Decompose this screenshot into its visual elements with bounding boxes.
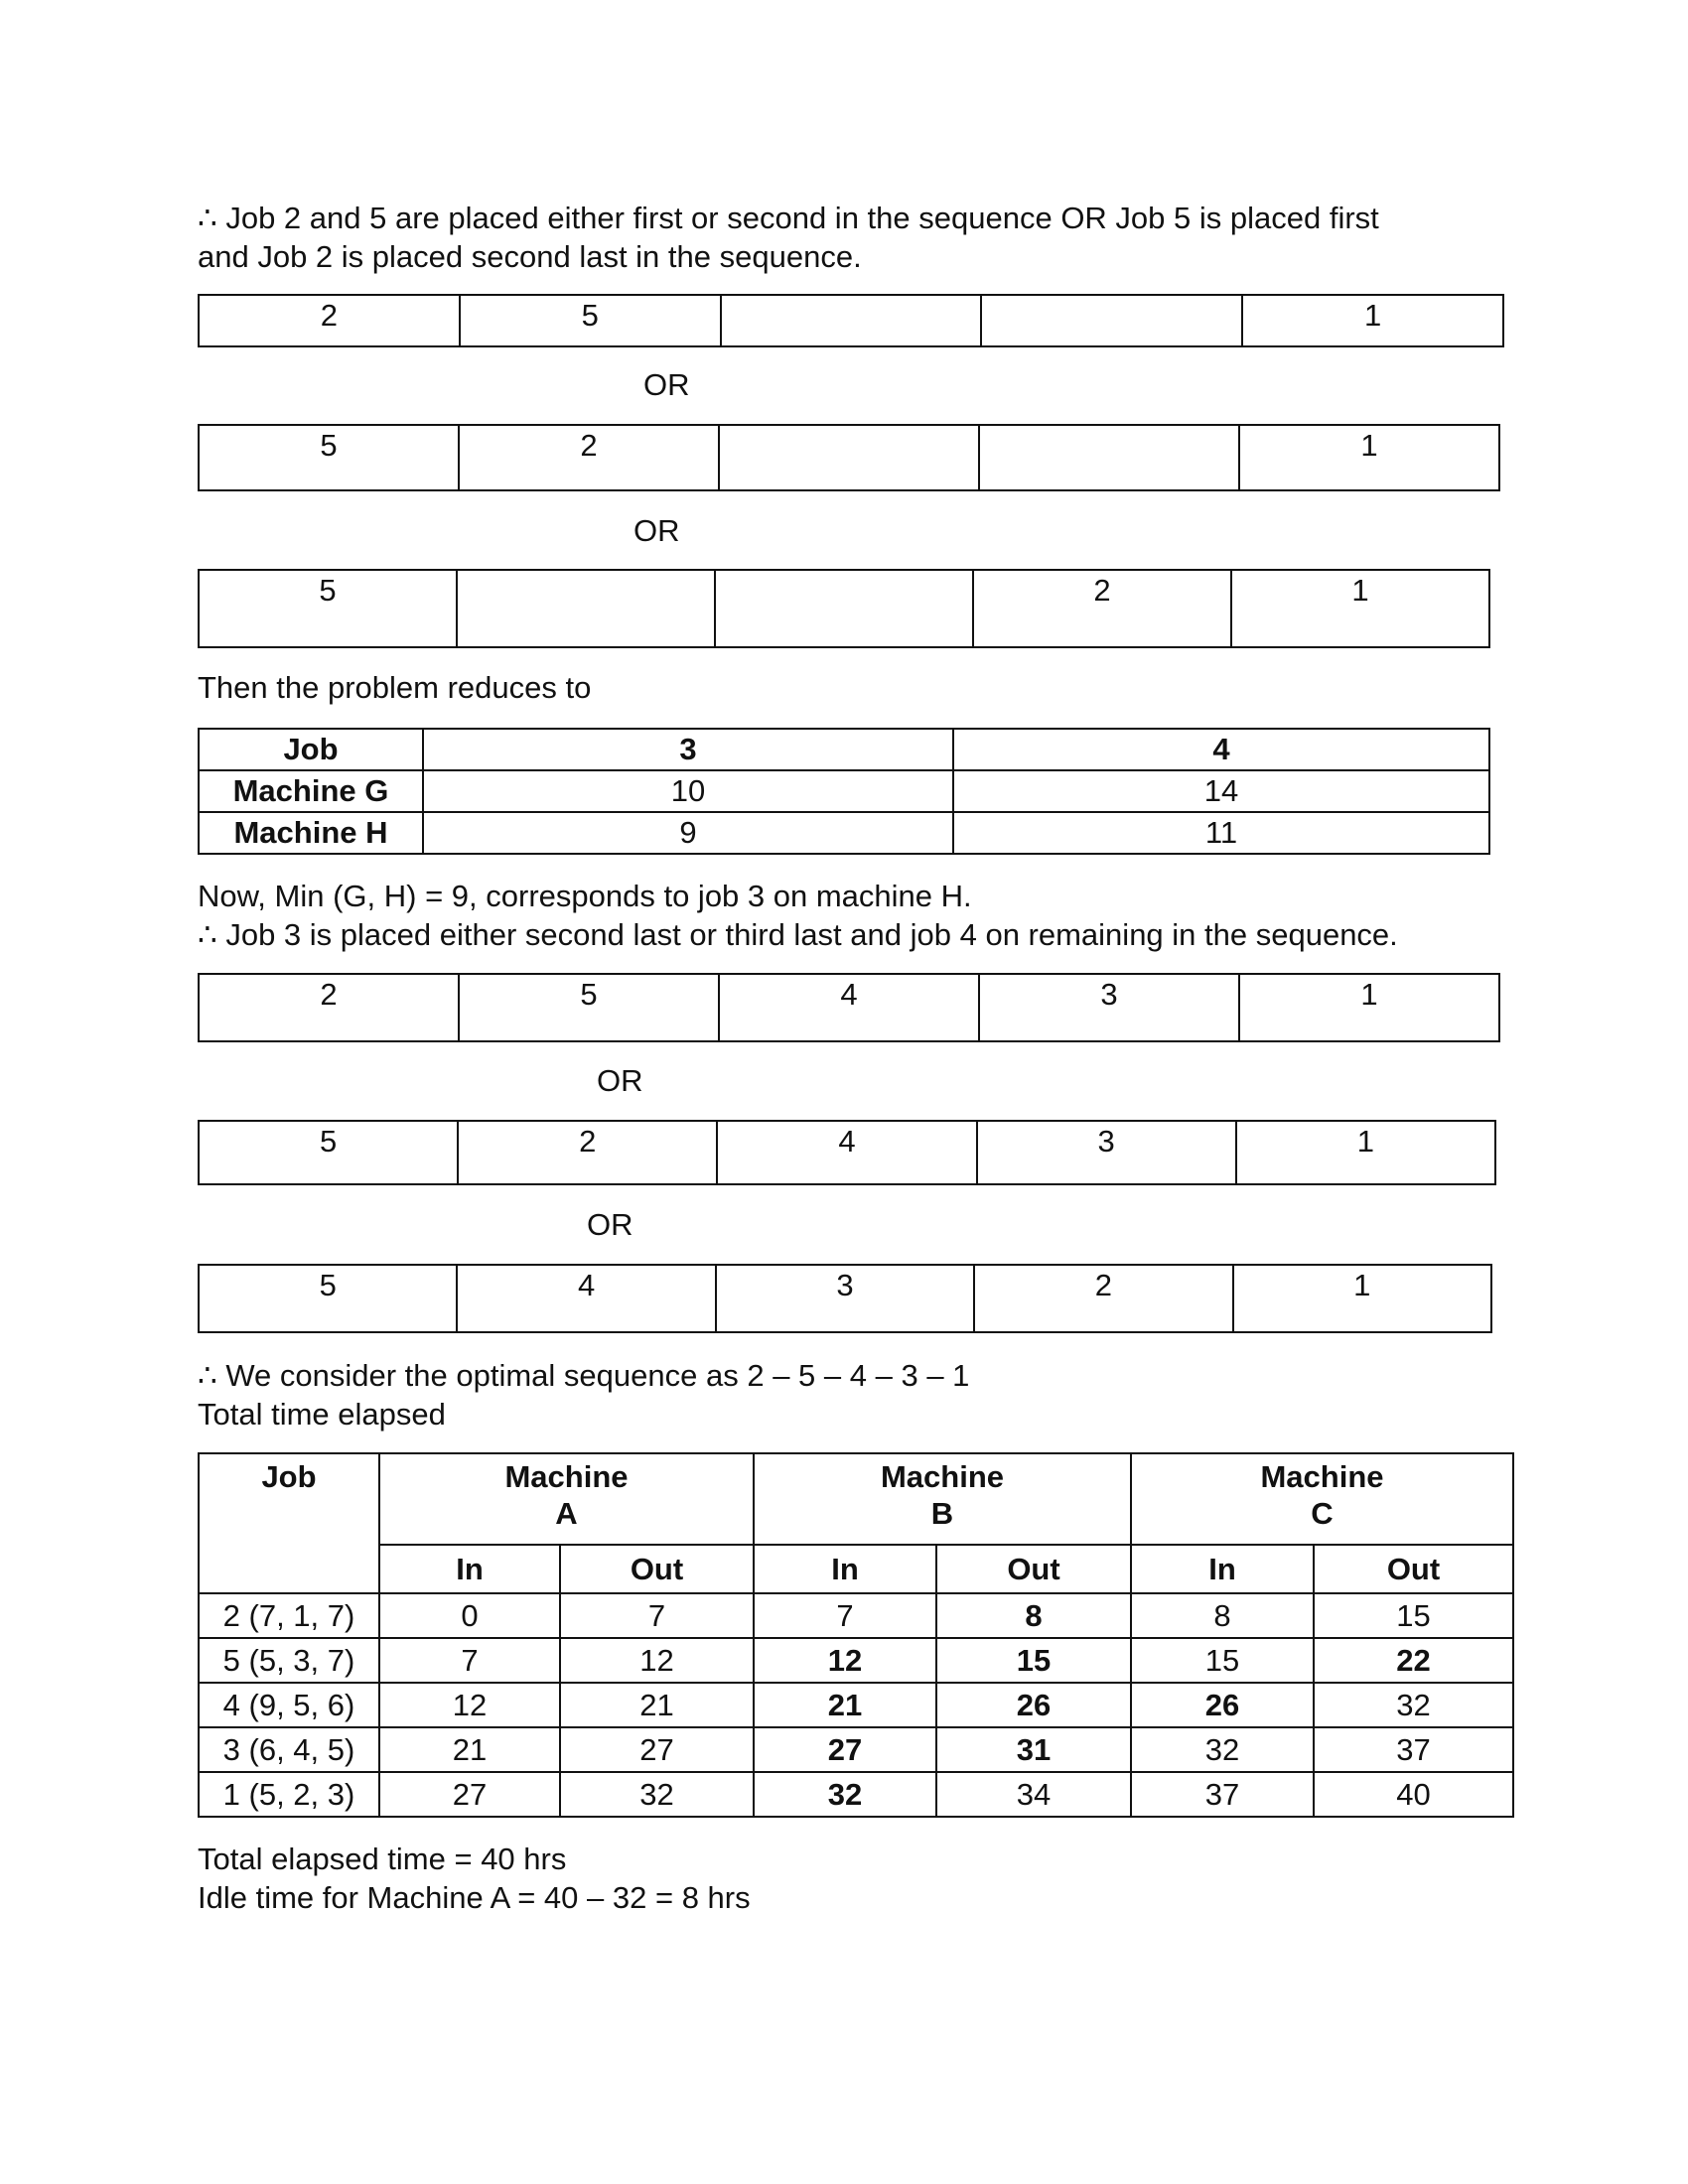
sequence-cell: 1 <box>1239 974 1499 1041</box>
time-cell: 8 <box>936 1593 1131 1638</box>
time-cell: 40 <box>1314 1772 1513 1817</box>
sequence-box-4 <box>198 973 1500 1042</box>
table-row <box>199 770 1489 812</box>
in-header: In <box>754 1545 936 1593</box>
time-cell: 7 <box>560 1593 754 1638</box>
time-cell: 15 <box>1131 1638 1314 1683</box>
table-row <box>199 1593 1513 1638</box>
sequence-box-6 <box>198 1264 1492 1333</box>
sequence-cell <box>981 295 1242 346</box>
time-cell: 34 <box>936 1772 1131 1817</box>
table-header-cell: 3 <box>423 729 953 770</box>
out-header: Out <box>936 1545 1131 1593</box>
time-cell: 32 <box>754 1772 936 1817</box>
machine-a-header: Machine A <box>379 1453 754 1545</box>
sequence-cell: 4 <box>717 1121 976 1184</box>
sequence-box-2 <box>198 424 1500 491</box>
intro-line-1: ∴ Job 2 and 5 are placed either first or second in the sequence OR Job 5 is placed first <box>198 201 1379 235</box>
reduce-text: Then the problem reduces to <box>198 670 592 705</box>
time-cell: 32 <box>560 1772 754 1817</box>
sequence-box-3 <box>198 569 1490 648</box>
sequence-cell: 2 <box>199 974 459 1041</box>
sequence-cell: 2 <box>458 1121 717 1184</box>
sequence-cell <box>721 295 982 346</box>
sequence-cell: 2 <box>973 570 1231 647</box>
sequence-cell: 1 <box>1242 295 1503 346</box>
table-cell: 11 <box>953 812 1489 854</box>
machine-b-header: Machine B <box>754 1453 1131 1545</box>
job-cell: 3 (6, 4, 5) <box>199 1727 379 1772</box>
min-paragraph <box>198 877 1398 954</box>
time-cell: 26 <box>936 1683 1131 1727</box>
time-cell: 15 <box>1314 1593 1513 1638</box>
sequence-cell: 5 <box>459 974 719 1041</box>
sequence-cell: 4 <box>719 974 979 1041</box>
row-label-cell: Machine H <box>199 812 423 854</box>
intro-line-2: and Job 2 is placed second last in the sequence. <box>198 239 862 274</box>
out-header: Out <box>560 1545 754 1593</box>
job-cell: 5 (5, 3, 7) <box>199 1638 379 1683</box>
conclusion-line-1: Total elapsed time = 40 hrs <box>198 1842 567 1876</box>
sequence-cell: 4 <box>457 1265 715 1332</box>
time-cell: 32 <box>1131 1727 1314 1772</box>
conclusion-line-2: Idle time for Machine A = 40 – 32 = 8 hrs <box>198 1880 751 1915</box>
in-header: In <box>1131 1545 1314 1593</box>
sequence-box-1 <box>198 294 1504 347</box>
time-cell: 15 <box>936 1638 1131 1683</box>
sequence-cell: 1 <box>1236 1121 1495 1184</box>
time-cell: 27 <box>754 1727 936 1772</box>
table-row <box>199 1772 1513 1817</box>
sequence-cell: 2 <box>459 425 719 490</box>
time-cell: 31 <box>936 1727 1131 1772</box>
time-cell: 37 <box>1131 1772 1314 1817</box>
table-row <box>199 1683 1513 1727</box>
in-header: In <box>379 1545 560 1593</box>
time-cell: 22 <box>1314 1638 1513 1683</box>
row-label-cell: Machine G <box>199 770 423 812</box>
sequence-cell <box>979 425 1239 490</box>
job-header: Job <box>199 1453 379 1593</box>
table-header-cell: Job <box>199 729 423 770</box>
time-cell: 21 <box>560 1683 754 1727</box>
sequence-cell: 1 <box>1231 570 1489 647</box>
sequence-cell: 1 <box>1233 1265 1491 1332</box>
sequence-cell: 3 <box>716 1265 974 1332</box>
time-cell: 37 <box>1314 1727 1513 1772</box>
time-cell: 27 <box>379 1772 560 1817</box>
time-cell: 7 <box>754 1593 936 1638</box>
min-line-2: ∴ Job 3 is placed either second last or third last and job 4 on remaining in the sequence. <box>198 917 1398 952</box>
table-row <box>199 729 1489 770</box>
conclusion-paragraph <box>198 1840 751 1917</box>
table-row <box>199 812 1489 854</box>
or-label: OR <box>643 367 690 402</box>
table-cell: 14 <box>953 770 1489 812</box>
sequence-box-5 <box>198 1120 1496 1185</box>
table-cell: 9 <box>423 812 953 854</box>
sequence-cell <box>457 570 715 647</box>
optimal-line-1: ∴ We consider the optimal sequence as 2 – 5 – 4 – 3 – 1 <box>198 1358 970 1393</box>
sequence-cell: 5 <box>199 570 457 647</box>
sequence-cell: 5 <box>199 1265 457 1332</box>
time-cell: 7 <box>379 1638 560 1683</box>
optimal-paragraph <box>198 1356 969 1433</box>
sequence-cell: 2 <box>199 295 460 346</box>
sequence-cell: 3 <box>979 974 1239 1041</box>
machine-c-header: Machine C <box>1131 1453 1513 1545</box>
time-cell: 26 <box>1131 1683 1314 1727</box>
or-label: OR <box>633 513 680 548</box>
time-cell: 21 <box>754 1683 936 1727</box>
table-row <box>199 1638 1513 1683</box>
time-cell: 0 <box>379 1593 560 1638</box>
or-label: OR <box>587 1207 633 1242</box>
time-cell: 21 <box>379 1727 560 1772</box>
job-cell: 4 (9, 5, 6) <box>199 1683 379 1727</box>
sequence-cell: 3 <box>977 1121 1236 1184</box>
sequence-cell: 5 <box>460 295 721 346</box>
elapsed-time-table <box>198 1452 1514 1818</box>
sequence-cell <box>715 570 973 647</box>
sequence-cell <box>719 425 979 490</box>
intro-paragraph <box>198 199 1379 276</box>
or-label: OR <box>597 1063 643 1098</box>
reduced-problem-table <box>198 728 1490 855</box>
table-cell: 10 <box>423 770 953 812</box>
time-cell: 8 <box>1131 1593 1314 1638</box>
optimal-line-2: Total time elapsed <box>198 1397 446 1432</box>
table-header-cell: 4 <box>953 729 1489 770</box>
out-header: Out <box>1314 1545 1513 1593</box>
time-cell: 12 <box>560 1638 754 1683</box>
sequence-cell: 1 <box>1239 425 1499 490</box>
job-cell: 2 (7, 1, 7) <box>199 1593 379 1638</box>
sequence-cell: 2 <box>974 1265 1232 1332</box>
sequence-cell: 5 <box>199 1121 458 1184</box>
job-cell: 1 (5, 2, 3) <box>199 1772 379 1817</box>
time-cell: 27 <box>560 1727 754 1772</box>
sequence-cell: 5 <box>199 425 459 490</box>
table-row <box>199 1727 1513 1772</box>
time-cell: 12 <box>379 1683 560 1727</box>
time-cell: 12 <box>754 1638 936 1683</box>
min-line-1: Now, Min (G, H) = 9, corresponds to job 3 on machine H. <box>198 879 972 913</box>
time-cell: 32 <box>1314 1683 1513 1727</box>
